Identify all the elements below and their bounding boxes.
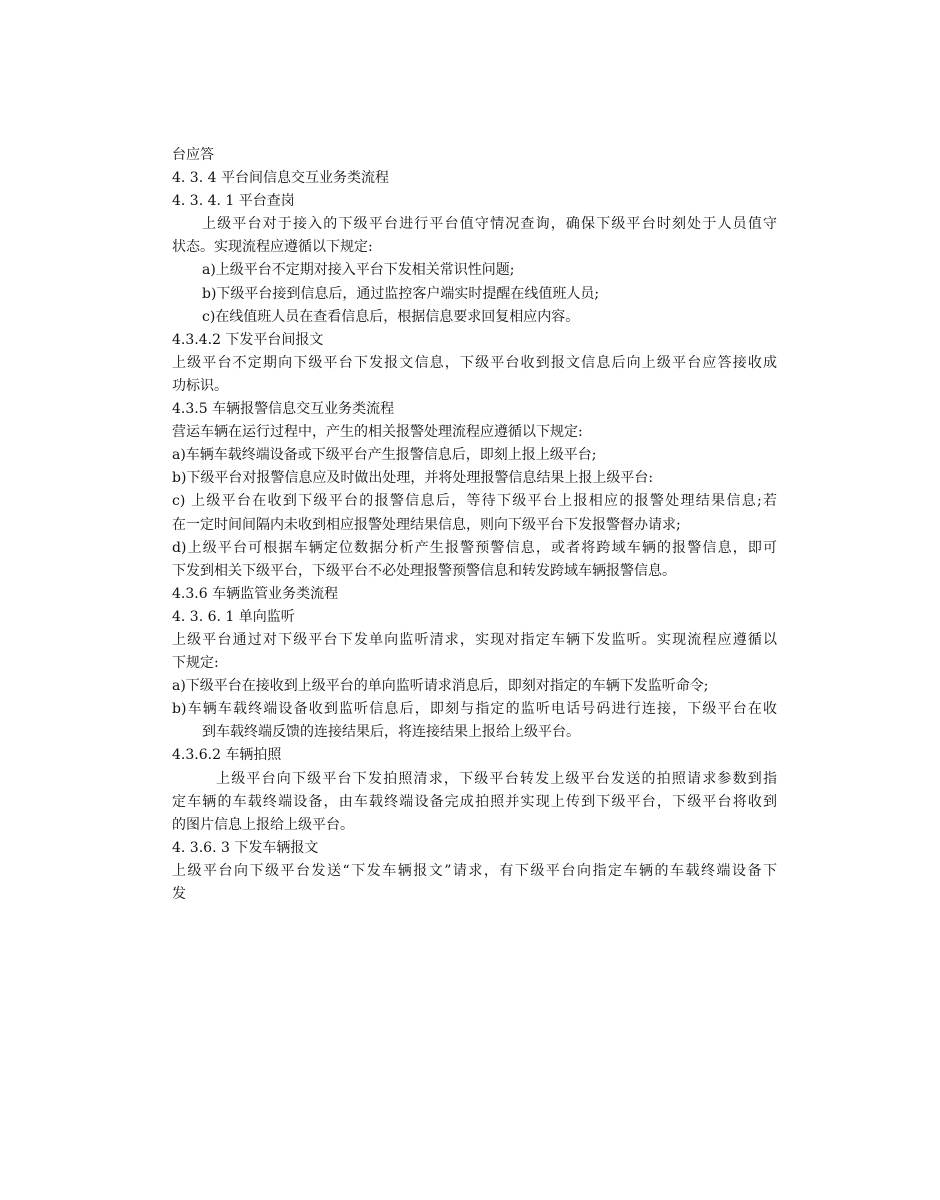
paragraph-line: 状态。实现流程应遵循以下规定: <box>172 239 373 256</box>
paragraph-line: 营运车辆在运行过程中，产生的相关报警处理流程应遵循以下规定: <box>172 424 583 441</box>
paragraph-line: 功标识。 <box>172 377 228 394</box>
list-item: a)下级平台在接收到上级平台的单向监听请求消息后，即刻对指定的车辆下发监听命令; <box>172 678 709 695</box>
section-heading: 4.3.6 车辆监管业务类流程 <box>172 585 339 602</box>
list-item: b)下级平台对报警信息应及时做出处理，并将处理报警信息结果上报上级平台: <box>172 470 654 487</box>
list-item-continuation: 到车载终端反馈的连接结果后，将连接结果上报给上级平台。 <box>202 724 580 741</box>
list-item: a)上级平台不定期对接入平台下发相关常识性问题; <box>202 262 515 279</box>
section-heading: 4. 3. 4 平台间信息交互业务类流程 <box>172 170 389 187</box>
paragraph-line: 上级平台通过对下级平台下发单向监听清求，实现对指定车辆下发监听。实现流程应遵循以 <box>172 631 777 648</box>
paragraph-line: 上级平台不定期向下级平台下发报文信息，下级平台收到报文信息后向上级平台应答接收成 <box>172 354 777 371</box>
list-item: c) 上级平台在收到下级平台的报警信息后，等待下级平台上报相应的报警处理结果信息;若 <box>172 493 777 510</box>
subsection-heading: 4. 3. 4. 1 平台查岗 <box>172 193 295 210</box>
subsection-heading: 4.3.4.2 下发平台间报文 <box>172 331 324 348</box>
list-item: b)下级平台接到信息后，通过监控客户端实时提醒在线值班人员; <box>202 285 600 302</box>
paragraph-line: 上级平台对于接入的下级平台进行平台值守情况查询，确保下级平台时刻处于人员值守 <box>202 216 777 233</box>
text-line: 台应答 <box>172 147 214 163</box>
list-item: b)车辆车载终端设备收到监听信息后，即刻与指定的监听电话号码进行连接，下级平台在收 <box>172 701 777 718</box>
paragraph-line: 上级平台向下级平台下发拍照清求，下级平台转发上级平台发送的拍照请求参数到指 <box>216 770 777 787</box>
list-item-continuation: 在一定时间间隔内未收到相应报警处理结果信息，则向下级平台下发报警督办请求; <box>172 516 681 533</box>
subsection-heading: 4.3.6.2 车辆拍照 <box>172 747 282 764</box>
list-item: d)上级平台可根据车辆定位数据分析产生报警预警信息，或者将跨域车辆的报警信息，即可 <box>172 539 777 556</box>
list-item: c)在线值班人员在查看信息后，根据信息要求回复相应内容。 <box>202 308 580 325</box>
paragraph-line: 下规定: <box>172 655 219 672</box>
paragraph-line: 的图片信息上报给上级平台。 <box>172 816 354 833</box>
paragraph-line: 发 <box>172 886 186 902</box>
list-item: a)车辆车载终端设备或下级平台产生报警信息后，即刻上报上级平台; <box>172 447 597 464</box>
section-heading: 4.3.5 车辆报警信息交互业务类流程 <box>172 401 395 418</box>
subsection-heading: 4. 3. 6. 1 单向监听 <box>172 608 295 625</box>
paragraph-line: 上级平台向下级平台发送“下发车辆报文”请求，有下级平台向指定车辆的车载终端设备下 <box>172 862 777 879</box>
paragraph-line: 定车辆的车载终端设备，由车载终端设备完成拍照并实现上传到下级平台，下级平台将收到 <box>172 793 777 810</box>
document-page <box>172 144 777 906</box>
subsection-heading: 4. 3.6. 3 下发车辆报文 <box>172 839 319 856</box>
list-item-continuation: 下发到相关下级平台，下级平台不必处理报警预警信息和转发跨域车辆报警信息。 <box>172 562 676 579</box>
